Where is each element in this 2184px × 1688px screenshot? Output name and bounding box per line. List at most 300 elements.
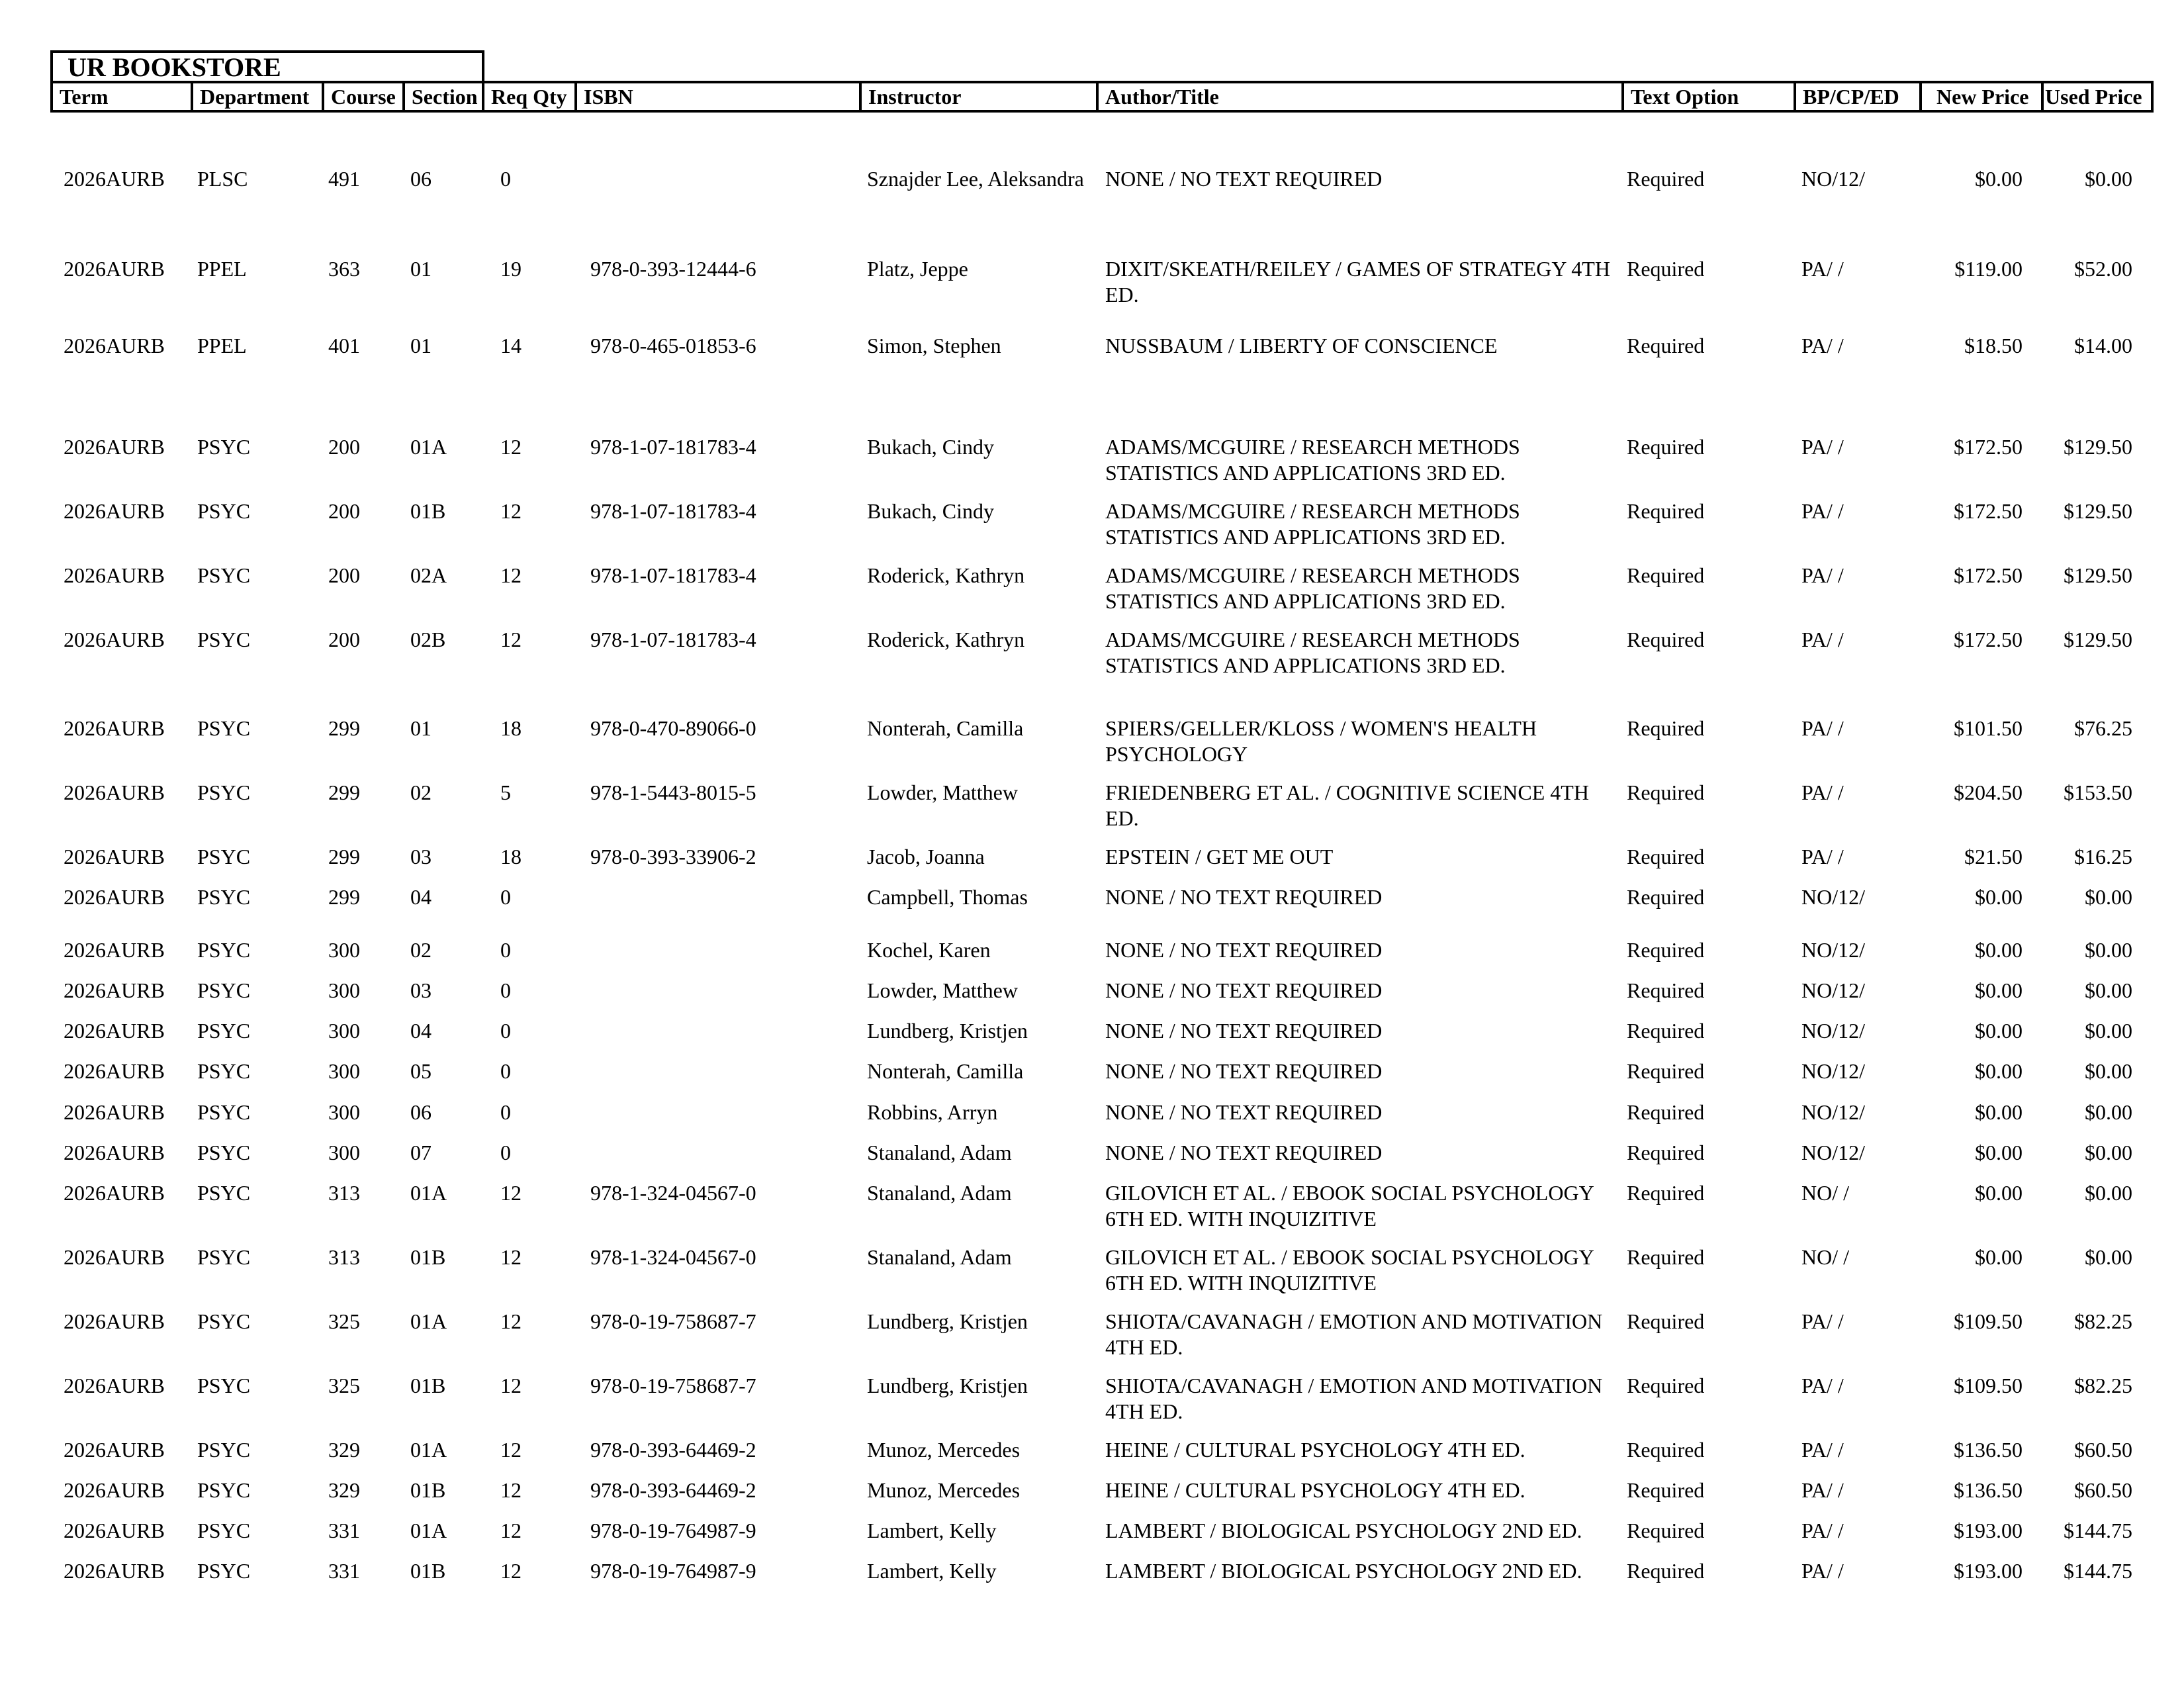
cell-section: 02A	[410, 563, 447, 587]
cell-isbn: 978-1-07-181783-4	[590, 628, 756, 651]
cell-bp-cp-ed: NO/12/	[1801, 938, 1865, 962]
cell-term: 2026AURB	[64, 780, 165, 804]
cell-term: 2026AURB	[64, 628, 165, 651]
cell-text-option: Required	[1627, 1374, 1705, 1397]
cell-course: 300	[328, 1100, 360, 1124]
cell-author-title: NONE / NO TEXT REQUIRED	[1105, 1019, 1383, 1043]
cell-course: 299	[328, 885, 360, 909]
cell-instructor: Munoz, Mercedes	[867, 1478, 1021, 1502]
cell-used-price: $0.00	[2085, 938, 2132, 962]
cell-instructor: Roderick, Kathryn	[867, 628, 1025, 651]
cell-course: 331	[328, 1559, 360, 1583]
cell-bp-cp-ed: PA/ /	[1801, 257, 1844, 281]
cell-author-title: ADAMS/MCGUIRE / RESEARCH METHODS STATISTICS AND APPLICATIONS 3RD ED.	[1105, 499, 1520, 549]
cell-instructor: Lundberg, Kristjen	[867, 1019, 1028, 1043]
cell-new-price: $0.00	[1975, 885, 2023, 909]
cell-course: 401	[328, 334, 360, 357]
cell-req-qty: 12	[500, 563, 522, 587]
cell-text-option: Required	[1627, 1519, 1705, 1542]
cell-department: PSYC	[197, 435, 251, 459]
cell-bp-cp-ed: PA/ /	[1801, 1559, 1844, 1583]
cell-used-price: $0.00	[2085, 1181, 2132, 1205]
cell-req-qty: 0	[500, 167, 511, 191]
cell-bp-cp-ed: PA/ /	[1801, 1309, 1844, 1333]
cell-department: PSYC	[197, 1438, 251, 1462]
cell-text-option: Required	[1627, 1019, 1705, 1043]
cell-term: 2026AURB	[64, 499, 165, 523]
cell-term: 2026AURB	[64, 257, 165, 281]
cell-term: 2026AURB	[64, 435, 165, 459]
cell-new-price: $119.00	[1954, 257, 2023, 281]
cell-course: 299	[328, 780, 360, 804]
cell-text-option: Required	[1627, 167, 1705, 191]
cell-isbn: 978-0-393-12444-6	[590, 257, 756, 281]
cell-author-title: NONE / NO TEXT REQUIRED	[1105, 938, 1383, 962]
cell-instructor: Lambert, Kelly	[867, 1559, 997, 1583]
cell-section: 03	[410, 978, 432, 1002]
cell-section: 01A	[410, 1438, 447, 1462]
cell-used-price: $129.50	[2064, 628, 2132, 651]
cell-term: 2026AURB	[64, 1059, 165, 1083]
cell-new-price: $193.00	[1954, 1559, 2023, 1583]
cell-isbn: 978-1-324-04567-0	[590, 1245, 756, 1269]
cell-instructor: Campbell, Thomas	[867, 885, 1028, 909]
cell-course: 300	[328, 1059, 360, 1083]
cell-section: 01	[410, 257, 432, 281]
cell-author-title: NUSSBAUM / LIBERTY OF CONSCIENCE	[1105, 334, 1498, 357]
cell-department: PSYC	[197, 1019, 251, 1043]
header-new-price: New Price	[1922, 83, 2044, 110]
cell-used-price: $0.00	[2085, 1059, 2132, 1083]
cell-course: 200	[328, 435, 360, 459]
cell-text-option: Required	[1627, 780, 1705, 804]
cell-department: PPEL	[197, 257, 247, 281]
cell-used-price: $0.00	[2085, 885, 2132, 909]
store-title: UR BOOKSTORE	[68, 52, 281, 82]
cell-instructor: Robbins, Arryn	[867, 1100, 998, 1124]
cell-used-price: $0.00	[2085, 978, 2132, 1002]
cell-new-price: $172.50	[1954, 499, 2023, 523]
cell-author-title: NONE / NO TEXT REQUIRED	[1105, 1059, 1383, 1083]
cell-instructor: Stanaland, Adam	[867, 1245, 1012, 1269]
cell-term: 2026AURB	[64, 334, 165, 357]
cell-author-title: LAMBERT / BIOLOGICAL PSYCHOLOGY 2ND ED.	[1105, 1519, 1582, 1542]
cell-bp-cp-ed: PA/ /	[1801, 780, 1844, 804]
cell-section: 01	[410, 334, 432, 357]
cell-section: 04	[410, 885, 432, 909]
cell-section: 04	[410, 1019, 432, 1043]
cell-department: PSYC	[197, 1519, 251, 1542]
cell-author-title: FRIEDENBERG ET AL. / COGNITIVE SCIENCE 4TH ED.	[1105, 780, 1589, 830]
cell-new-price: $172.50	[1954, 563, 2023, 587]
cell-author-title: NONE / NO TEXT REQUIRED	[1105, 885, 1383, 909]
cell-course: 200	[328, 628, 360, 651]
cell-text-option: Required	[1627, 499, 1705, 523]
cell-isbn: 978-0-19-764987-9	[590, 1559, 756, 1583]
cell-department: PSYC	[197, 1478, 251, 1502]
cell-author-title: NONE / NO TEXT REQUIRED	[1105, 1141, 1383, 1164]
cell-new-price: $204.50	[1954, 780, 2023, 804]
cell-new-price: $109.50	[1954, 1374, 2023, 1397]
cell-used-price: $129.50	[2064, 435, 2132, 459]
cell-req-qty: 12	[500, 499, 522, 523]
cell-req-qty: 0	[500, 1141, 511, 1164]
cell-term: 2026AURB	[64, 1519, 165, 1542]
cell-used-price: $82.25	[2074, 1374, 2132, 1397]
cell-bp-cp-ed: PA/ /	[1801, 1438, 1844, 1462]
cell-bp-cp-ed: PA/ /	[1801, 1478, 1844, 1502]
cell-department: PLSC	[197, 167, 248, 191]
cell-course: 299	[328, 716, 360, 740]
cell-department: PSYC	[197, 628, 251, 651]
cell-bp-cp-ed: NO/12/	[1801, 1059, 1865, 1083]
cell-section: 02B	[410, 628, 446, 651]
cell-term: 2026AURB	[64, 1438, 165, 1462]
cell-instructor: Lowder, Matthew	[867, 780, 1018, 804]
cell-text-option: Required	[1627, 1100, 1705, 1124]
cell-new-price: $0.00	[1975, 938, 2023, 962]
cell-used-price: $153.50	[2064, 780, 2132, 804]
cell-isbn: 978-1-5443-8015-5	[590, 780, 756, 804]
cell-new-price: $136.50	[1954, 1478, 2023, 1502]
store-title-box	[50, 50, 484, 81]
header-req-qty: Req Qty	[484, 83, 577, 110]
cell-req-qty: 12	[500, 628, 522, 651]
cell-isbn: 978-0-393-64469-2	[590, 1478, 756, 1502]
cell-text-option: Required	[1627, 334, 1705, 357]
cell-new-price: $101.50	[1954, 716, 2023, 740]
cell-section: 01A	[410, 1309, 447, 1333]
cell-department: PSYC	[197, 499, 251, 523]
cell-section: 05	[410, 1059, 432, 1083]
cell-instructor: Jacob, Joanna	[867, 845, 985, 868]
cell-text-option: Required	[1627, 257, 1705, 281]
cell-isbn: 978-0-19-758687-7	[590, 1309, 756, 1333]
cell-department: PSYC	[197, 938, 251, 962]
cell-used-price: $76.25	[2074, 716, 2132, 740]
cell-term: 2026AURB	[64, 1245, 165, 1269]
cell-new-price: $0.00	[1975, 1181, 2023, 1205]
cell-section: 07	[410, 1141, 432, 1164]
cell-term: 2026AURB	[64, 167, 165, 191]
cell-author-title: SPIERS/GELLER/KLOSS / WOMEN'S HEALTH PSYCHOLOGY	[1105, 716, 1537, 766]
cell-new-price: $18.50	[1964, 334, 2023, 357]
cell-instructor: Nonterah, Camilla	[867, 1059, 1024, 1083]
cell-department: PSYC	[197, 1559, 251, 1583]
cell-bp-cp-ed: NO/12/	[1801, 1019, 1865, 1043]
cell-department: PSYC	[197, 1141, 251, 1164]
cell-text-option: Required	[1627, 885, 1705, 909]
cell-used-price: $0.00	[2085, 1019, 2132, 1043]
cell-author-title: ADAMS/MCGUIRE / RESEARCH METHODS STATISTICS AND APPLICATIONS 3RD ED.	[1105, 563, 1520, 613]
cell-bp-cp-ed: PA/ /	[1801, 334, 1844, 357]
cell-req-qty: 19	[500, 257, 522, 281]
cell-course: 300	[328, 938, 360, 962]
cell-instructor: Lowder, Matthew	[867, 978, 1018, 1002]
cell-req-qty: 12	[500, 1245, 522, 1269]
cell-instructor: Simon, Stephen	[867, 334, 1001, 357]
cell-isbn: 978-1-324-04567-0	[590, 1181, 756, 1205]
cell-author-title: EPSTEIN / GET ME OUT	[1105, 845, 1334, 868]
cell-department: PSYC	[197, 1059, 251, 1083]
cell-course: 329	[328, 1478, 360, 1502]
header-text-option: Text Option	[1624, 83, 1796, 110]
cell-req-qty: 12	[500, 435, 522, 459]
cell-department: PSYC	[197, 780, 251, 804]
cell-used-price: $0.00	[2085, 1141, 2132, 1164]
cell-term: 2026AURB	[64, 938, 165, 962]
cell-author-title: HEINE / CULTURAL PSYCHOLOGY 4TH ED.	[1105, 1478, 1525, 1502]
cell-department: PSYC	[197, 1309, 251, 1333]
cell-used-price: $0.00	[2085, 1100, 2132, 1124]
cell-used-price: $52.00	[2074, 257, 2132, 281]
cell-bp-cp-ed: PA/ /	[1801, 628, 1844, 651]
cell-department: PSYC	[197, 1374, 251, 1397]
cell-section: 01B	[410, 499, 446, 523]
cell-department: PPEL	[197, 334, 247, 357]
cell-instructor: Munoz, Mercedes	[867, 1438, 1021, 1462]
cell-bp-cp-ed: PA/ /	[1801, 435, 1844, 459]
cell-text-option: Required	[1627, 435, 1705, 459]
cell-isbn: 978-0-19-764987-9	[590, 1519, 756, 1542]
header-isbn: ISBN	[577, 83, 862, 110]
cell-req-qty: 0	[500, 885, 511, 909]
cell-instructor: Platz, Jeppe	[867, 257, 968, 281]
cell-used-price: $129.50	[2064, 563, 2132, 587]
cell-bp-cp-ed: PA/ /	[1801, 1374, 1844, 1397]
cell-isbn: 978-1-07-181783-4	[590, 563, 756, 587]
cell-author-title: SHIOTA/CAVANAGH / EMOTION AND MOTIVATION 4TH ED.	[1105, 1374, 1603, 1423]
cell-req-qty: 0	[500, 1019, 511, 1043]
cell-term: 2026AURB	[64, 1309, 165, 1333]
cell-author-title: GILOVICH ET AL. / EBOOK SOCIAL PSYCHOLOGY 6TH ED. WITH INQUIZITIVE	[1105, 1181, 1594, 1231]
cell-text-option: Required	[1627, 1309, 1705, 1333]
cell-text-option: Required	[1627, 1438, 1705, 1462]
cell-req-qty: 12	[500, 1374, 522, 1397]
cell-term: 2026AURB	[64, 716, 165, 740]
cell-author-title: GILOVICH ET AL. / EBOOK SOCIAL PSYCHOLOGY 6TH ED. WITH INQUIZITIVE	[1105, 1245, 1594, 1295]
cell-used-price: $60.50	[2074, 1478, 2132, 1502]
cell-isbn: 978-1-07-181783-4	[590, 435, 756, 459]
cell-author-title: ADAMS/MCGUIRE / RESEARCH METHODS STATISTICS AND APPLICATIONS 3RD ED.	[1105, 435, 1520, 485]
cell-course: 363	[328, 257, 360, 281]
cell-section: 01B	[410, 1374, 446, 1397]
cell-used-price: $14.00	[2074, 334, 2132, 357]
cell-author-title: NONE / NO TEXT REQUIRED	[1105, 1100, 1383, 1124]
cell-req-qty: 12	[500, 1478, 522, 1502]
header-instructor: Instructor	[862, 83, 1099, 110]
cell-department: PSYC	[197, 563, 251, 587]
cell-new-price: $109.50	[1954, 1309, 2023, 1333]
cell-department: PSYC	[197, 1181, 251, 1205]
cell-term: 2026AURB	[64, 845, 165, 868]
cell-text-option: Required	[1627, 1478, 1705, 1502]
cell-used-price: $144.75	[2064, 1519, 2132, 1542]
cell-term: 2026AURB	[64, 978, 165, 1002]
cell-text-option: Required	[1627, 563, 1705, 587]
cell-author-title: ADAMS/MCGUIRE / RESEARCH METHODS STATISTICS AND APPLICATIONS 3RD ED.	[1105, 628, 1520, 677]
cell-new-price: $21.50	[1964, 845, 2023, 868]
cell-department: PSYC	[197, 716, 251, 740]
cell-instructor: Kochel, Karen	[867, 938, 991, 962]
header-author-title: Author/Title	[1099, 83, 1624, 110]
cell-author-title: LAMBERT / BIOLOGICAL PSYCHOLOGY 2ND ED.	[1105, 1559, 1582, 1583]
cell-new-price: $0.00	[1975, 1100, 2023, 1124]
cell-section: 03	[410, 845, 432, 868]
cell-instructor: Lundberg, Kristjen	[867, 1309, 1028, 1333]
cell-used-price: $82.25	[2074, 1309, 2132, 1333]
header-term: Term	[53, 83, 193, 110]
cell-isbn: 978-0-393-33906-2	[590, 845, 756, 868]
cell-section: 01B	[410, 1245, 446, 1269]
cell-bp-cp-ed: PA/ /	[1801, 1519, 1844, 1542]
cell-section: 02	[410, 780, 432, 804]
cell-department: PSYC	[197, 978, 251, 1002]
cell-instructor: Bukach, Cindy	[867, 499, 994, 523]
cell-new-price: $0.00	[1975, 1059, 2023, 1083]
cell-instructor: Sznajder Lee, Aleksandra	[867, 167, 1084, 191]
header-used-price: Used Price	[2045, 85, 2142, 109]
cell-new-price: $193.00	[1954, 1519, 2023, 1542]
cell-text-option: Required	[1627, 628, 1705, 651]
cell-new-price: $0.00	[1975, 1245, 2023, 1269]
cell-bp-cp-ed: PA/ /	[1801, 499, 1844, 523]
cell-used-price: $129.50	[2064, 499, 2132, 523]
cell-term: 2026AURB	[64, 1019, 165, 1043]
cell-text-option: Required	[1627, 978, 1705, 1002]
cell-author-title: NONE / NO TEXT REQUIRED	[1105, 978, 1383, 1002]
cell-used-price: $0.00	[2085, 167, 2132, 191]
cell-instructor: Nonterah, Camilla	[867, 716, 1024, 740]
cell-course: 325	[328, 1309, 360, 1333]
cell-term: 2026AURB	[64, 1374, 165, 1397]
cell-text-option: Required	[1627, 1141, 1705, 1164]
header-section: Section	[405, 83, 484, 110]
cell-bp-cp-ed: NO/12/	[1801, 1141, 1865, 1164]
header-course: Course	[324, 83, 405, 110]
cell-instructor: Stanaland, Adam	[867, 1141, 1012, 1164]
cell-section: 01B	[410, 1478, 446, 1502]
cell-department: PSYC	[197, 1245, 251, 1269]
cell-section: 01	[410, 716, 432, 740]
cell-section: 06	[410, 167, 432, 191]
cell-req-qty: 18	[500, 845, 522, 868]
cell-instructor: Bukach, Cindy	[867, 435, 994, 459]
cell-term: 2026AURB	[64, 1559, 165, 1583]
cell-text-option: Required	[1627, 1559, 1705, 1583]
cell-text-option: Required	[1627, 938, 1705, 962]
header-bp-cp-ed: BP/CP/ED	[1796, 83, 1922, 110]
cell-course: 329	[328, 1438, 360, 1462]
cell-term: 2026AURB	[64, 1100, 165, 1124]
cell-section: 01A	[410, 1181, 447, 1205]
cell-term: 2026AURB	[64, 885, 165, 909]
cell-course: 299	[328, 845, 360, 868]
cell-bp-cp-ed: NO/12/	[1801, 167, 1865, 191]
table-header	[50, 81, 2154, 113]
cell-req-qty: 0	[500, 978, 511, 1002]
cell-instructor: Roderick, Kathryn	[867, 563, 1025, 587]
cell-text-option: Required	[1627, 716, 1705, 740]
cell-new-price: $136.50	[1954, 1438, 2023, 1462]
cell-bp-cp-ed: PA/ /	[1801, 716, 1844, 740]
cell-term: 2026AURB	[64, 1478, 165, 1502]
cell-section: 01B	[410, 1559, 446, 1583]
cell-instructor: Stanaland, Adam	[867, 1181, 1012, 1205]
cell-department: PSYC	[197, 1100, 251, 1124]
cell-req-qty: 12	[500, 1309, 522, 1333]
cell-isbn: 978-0-470-89066-0	[590, 716, 756, 740]
cell-used-price: $144.75	[2064, 1559, 2132, 1583]
cell-new-price: $172.50	[1954, 628, 2023, 651]
cell-req-qty: 0	[500, 1059, 511, 1083]
cell-course: 300	[328, 1019, 360, 1043]
cell-req-qty: 0	[500, 938, 511, 962]
cell-text-option: Required	[1627, 1059, 1705, 1083]
cell-course: 325	[328, 1374, 360, 1397]
cell-course: 200	[328, 499, 360, 523]
cell-bp-cp-ed: NO/ /	[1801, 1181, 1849, 1205]
cell-req-qty: 12	[500, 1181, 522, 1205]
cell-new-price: $0.00	[1975, 1019, 2023, 1043]
cell-department: PSYC	[197, 845, 251, 868]
cell-req-qty: 14	[500, 334, 522, 357]
cell-req-qty: 12	[500, 1559, 522, 1583]
cell-isbn: 978-0-465-01853-6	[590, 334, 756, 357]
cell-author-title: SHIOTA/CAVANAGH / EMOTION AND MOTIVATION 4TH ED.	[1105, 1309, 1603, 1359]
cell-req-qty: 12	[500, 1519, 522, 1542]
cell-new-price: $172.50	[1954, 435, 2023, 459]
cell-bp-cp-ed: PA/ /	[1801, 845, 1844, 868]
cell-section: 06	[410, 1100, 432, 1124]
cell-author-title: HEINE / CULTURAL PSYCHOLOGY 4TH ED.	[1105, 1438, 1525, 1462]
header-department: Department	[193, 83, 324, 110]
cell-req-qty: 5	[500, 780, 511, 804]
cell-course: 300	[328, 978, 360, 1002]
cell-term: 2026AURB	[64, 1181, 165, 1205]
cell-term: 2026AURB	[64, 1141, 165, 1164]
cell-isbn: 978-1-07-181783-4	[590, 499, 756, 523]
cell-term: 2026AURB	[64, 563, 165, 587]
cell-department: PSYC	[197, 885, 251, 909]
cell-req-qty: 0	[500, 1100, 511, 1124]
cell-course: 200	[328, 563, 360, 587]
cell-course: 313	[328, 1245, 360, 1269]
cell-isbn: 978-0-19-758687-7	[590, 1374, 756, 1397]
cell-course: 491	[328, 167, 360, 191]
cell-text-option: Required	[1627, 1245, 1705, 1269]
cell-course: 313	[328, 1181, 360, 1205]
cell-req-qty: 12	[500, 1438, 522, 1462]
cell-used-price: $16.25	[2074, 845, 2132, 868]
cell-text-option: Required	[1627, 1181, 1705, 1205]
cell-new-price: $0.00	[1975, 978, 2023, 1002]
cell-section: 02	[410, 938, 432, 962]
cell-course: 300	[328, 1141, 360, 1164]
cell-bp-cp-ed: NO/12/	[1801, 1100, 1865, 1124]
cell-bp-cp-ed: PA/ /	[1801, 563, 1844, 587]
cell-section: 01A	[410, 1519, 447, 1542]
cell-req-qty: 18	[500, 716, 522, 740]
cell-bp-cp-ed: NO/ /	[1801, 1245, 1849, 1269]
cell-new-price: $0.00	[1975, 167, 2023, 191]
cell-isbn: 978-0-393-64469-2	[590, 1438, 756, 1462]
cell-bp-cp-ed: NO/12/	[1801, 885, 1865, 909]
cell-new-price: $0.00	[1975, 1141, 2023, 1164]
cell-used-price: $0.00	[2085, 1245, 2132, 1269]
cell-author-title: NONE / NO TEXT REQUIRED	[1105, 167, 1383, 191]
cell-text-option: Required	[1627, 845, 1705, 868]
